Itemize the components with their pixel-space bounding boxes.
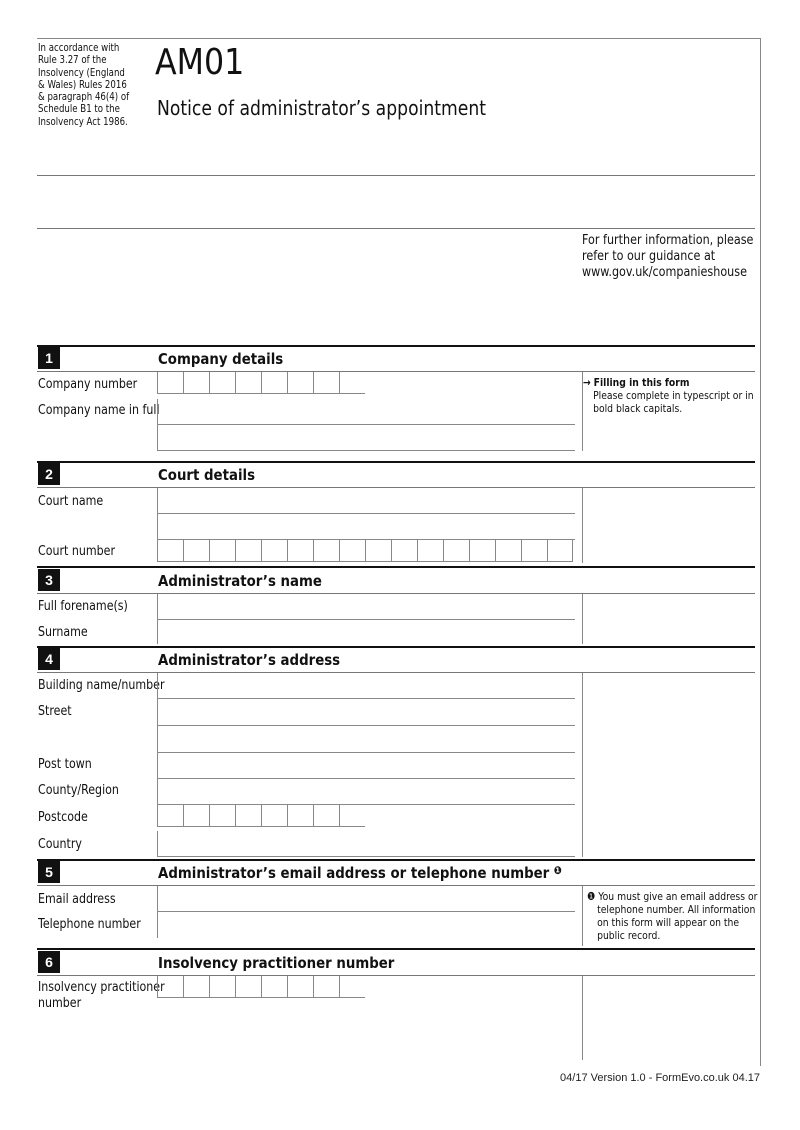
court-number-boxes[interactable] [157, 540, 573, 562]
court-name-label: Court name [38, 494, 104, 509]
company-name-field-line2[interactable] [157, 425, 575, 451]
section-rule [37, 646, 755, 648]
company-name-field[interactable] [157, 399, 575, 425]
email-field[interactable] [157, 886, 575, 912]
section-title: Insolvency practitioner number [158, 954, 395, 972]
surname-label: Surname [38, 625, 88, 640]
section-number: 2 [38, 463, 60, 485]
country-field[interactable] [157, 831, 575, 857]
legal-line: Insolvency Act 1986. [38, 115, 128, 128]
guidance-line: www.gov.uk/companieshouse [582, 265, 747, 280]
company-number-label: Company number [38, 377, 138, 392]
info-marker-icon: ❶ [553, 864, 562, 877]
section-title: Administrator’s address [158, 651, 341, 669]
form-title: Notice of administrator’s appointment [157, 96, 487, 120]
guidance-line: refer to our guidance at [582, 249, 716, 264]
legal-line: Insolvency (England [38, 66, 125, 79]
company-number-boxes[interactable] [157, 372, 365, 394]
section-title: Administrator’s name [158, 572, 322, 590]
legal-line: In accordance with [38, 42, 120, 54]
legal-line: Schedule B1 to the [38, 103, 120, 116]
contact-note [587, 890, 790, 942]
street-field-line2[interactable] [157, 726, 575, 753]
legal-line: & Wales) Rules 2016 [38, 78, 127, 91]
section-rule [37, 461, 755, 463]
county-label: County/Region [38, 783, 119, 798]
section-number: 4 [38, 648, 60, 670]
section-number: 6 [38, 951, 60, 973]
filling-note-line: bold black capitals. [593, 402, 683, 415]
side-note-panel [582, 488, 755, 563]
postcode-label: Postcode [38, 810, 88, 825]
section-title [158, 864, 562, 882]
forenames-field[interactable] [157, 594, 575, 620]
country-label: Country [38, 837, 82, 852]
ip-number-boxes[interactable] [157, 976, 365, 998]
section-rule [37, 948, 755, 950]
ip-number-label [38, 980, 165, 1012]
guidance-text [582, 233, 781, 281]
building-field[interactable] [157, 673, 575, 699]
guidance-line: For further information, please [582, 233, 754, 248]
form-code: AM01 [155, 42, 245, 83]
filling-note [583, 376, 786, 415]
ip-number-label-line: number [38, 996, 82, 1011]
court-number-label: Court number [38, 544, 116, 559]
street-label: Street [38, 704, 72, 719]
section-title: Company details [158, 350, 284, 368]
side-note-panel [582, 594, 755, 644]
side-note-panel [582, 673, 755, 857]
section-number: 1 [38, 347, 60, 369]
section-title-text: Administrator’s email address or telephone number [158, 864, 550, 882]
contact-note-line: on this form will appear on the [597, 916, 740, 929]
footer-version: 04/17 Version 1.0 - FormEvo.co.uk 04.17 [560, 1072, 760, 1084]
side-note-panel [582, 976, 755, 1060]
section-rule [37, 345, 755, 347]
street-field[interactable] [157, 699, 575, 726]
contact-note-line: public record. [597, 929, 661, 942]
contact-note-line: telephone number. All information [597, 903, 756, 916]
header-divider [37, 175, 755, 176]
telephone-field[interactable] [157, 912, 575, 938]
post-town-field[interactable] [157, 753, 575, 779]
legal-reference [38, 42, 149, 128]
frame-top-border [37, 38, 761, 39]
section-rule [37, 859, 755, 861]
company-name-label: Company name in full [38, 403, 160, 418]
ip-number-label-line: Insolvency practitioner [38, 980, 165, 995]
header-divider [37, 228, 755, 229]
postcode-boxes[interactable] [157, 805, 365, 827]
filling-note-title: Filling in this form [593, 376, 690, 389]
telephone-label: Telephone number [38, 917, 141, 932]
legal-line: Rule 3.27 of the [38, 54, 107, 67]
legal-line: & paragraph 46(4) of [38, 91, 130, 104]
arrow-right-icon: → [583, 376, 591, 389]
info-marker-icon: ❶ [587, 890, 596, 903]
surname-field[interactable] [157, 620, 575, 644]
court-name-field[interactable] [157, 488, 575, 514]
building-label: Building name/number [38, 678, 165, 693]
court-name-field-line2[interactable] [157, 514, 575, 540]
post-town-label: Post town [38, 757, 92, 772]
email-label: Email address [38, 892, 116, 907]
section-rule [37, 566, 755, 568]
forenames-label: Full forename(s) [38, 599, 128, 614]
filling-note-line: Please complete in typescript or in [593, 389, 754, 402]
section-title: Court details [158, 466, 256, 484]
section-number: 3 [38, 569, 60, 591]
county-field[interactable] [157, 779, 575, 805]
contact-note-line: You must give an email address or [598, 890, 758, 903]
section-number: 5 [38, 861, 60, 883]
